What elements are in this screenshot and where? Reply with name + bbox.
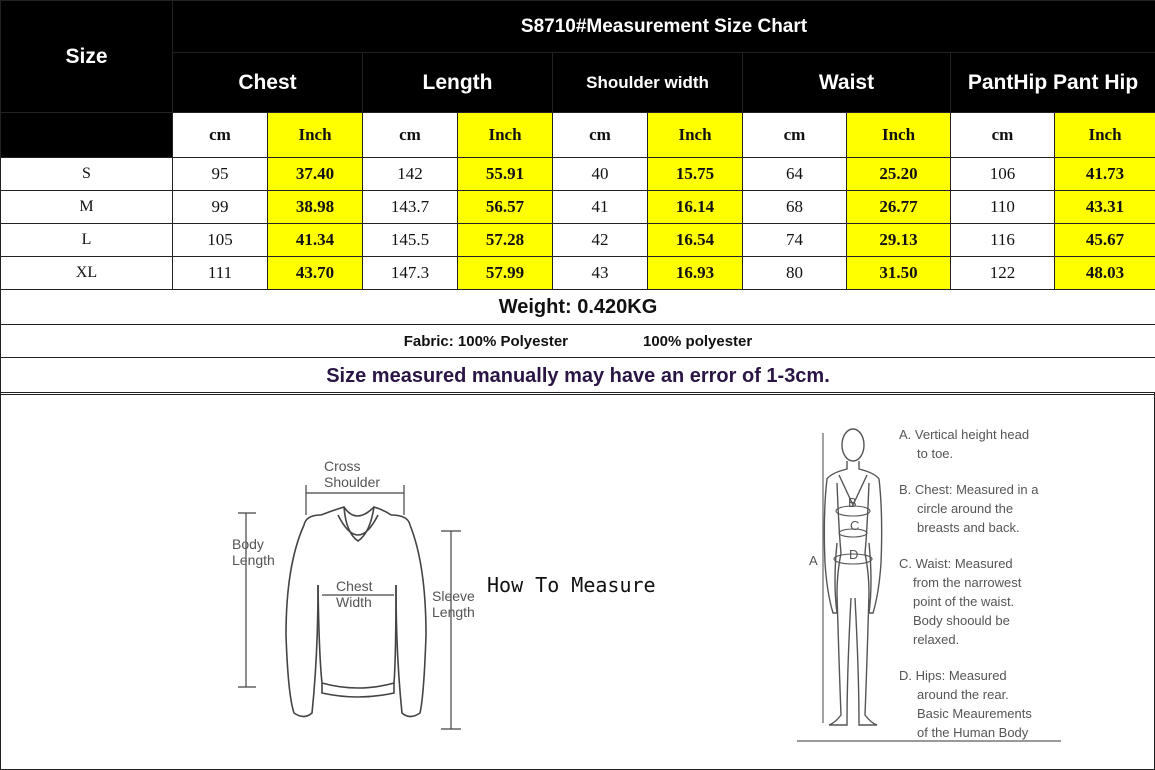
value-cell: 116: [951, 224, 1055, 257]
body-figure-diagram: [791, 423, 1136, 763]
value-cell: 57.28: [458, 224, 553, 257]
value-cell: 16.93: [648, 257, 743, 290]
size-cell: M: [1, 191, 173, 224]
unit-inch: Inch: [847, 113, 951, 158]
note-c-line-3: point of the waist.: [913, 594, 1015, 609]
value-cell: 74: [743, 224, 847, 257]
unit-inch: Inch: [1055, 113, 1155, 158]
note-a-line-2: to toe.: [917, 446, 954, 461]
unit-cm: cm: [951, 113, 1055, 158]
value-cell: 106: [951, 158, 1055, 191]
fabric-row: [1, 325, 1155, 358]
unit-inch: Inch: [648, 113, 743, 158]
note-c-line-2: from the narrowest: [913, 575, 1022, 590]
value-cell: 41.73: [1055, 158, 1155, 191]
value-cell: 147.3: [363, 257, 458, 290]
value-cell: 40: [553, 158, 648, 191]
value-cell: 16.14: [648, 191, 743, 224]
note-d-line-1: D. Hips: Measured: [899, 668, 1007, 683]
unit-inch: Inch: [268, 113, 363, 158]
table-row: [1, 158, 1155, 191]
value-cell: 25.20: [847, 158, 951, 191]
value-cell: 43: [553, 257, 648, 290]
value-cell: 55.91: [458, 158, 553, 191]
body-letter-d: D: [849, 547, 859, 562]
unit-cm: cm: [553, 113, 648, 158]
note-d-line-4: of the Human Body: [917, 725, 1029, 740]
cross-shoulder-label-2: Shoulder: [324, 474, 381, 490]
note-b-line-1: B. Chest: Measured in a: [899, 482, 1039, 497]
group-length: Length: [363, 53, 553, 113]
size-cell: S: [1, 158, 173, 191]
chest-width-label-1: Chest: [336, 578, 373, 594]
note-a-line-1: A. Vertical height head: [899, 427, 1030, 442]
note-c-line-1: C. Waist: Measured: [899, 556, 1013, 571]
value-cell: 111: [173, 257, 268, 290]
value-cell: 110: [951, 191, 1055, 224]
sleeve-length-label-1: Sleeve: [432, 588, 475, 604]
note-b-line-3: breasts and back.: [917, 520, 1020, 535]
fabric-text: Fabric: 100% Polyester: [403, 332, 568, 350]
chest-width-label-2: Width: [336, 594, 372, 610]
value-cell: 16.54: [648, 224, 743, 257]
value-cell: 105: [173, 224, 268, 257]
value-cell: 45.67: [1055, 224, 1155, 257]
value-cell: 37.40: [268, 158, 363, 191]
table-row: [1, 224, 1155, 257]
group-shoulder-width: Shoulder width: [553, 53, 743, 113]
fabric-text-2: 100% polyester: [643, 332, 753, 350]
note-row: Size measured manually may have an error of 1-3cm.: [1, 358, 1155, 395]
chart-title: S8710#Measurement Size Chart: [173, 1, 1155, 53]
value-cell: 80: [743, 257, 847, 290]
note-d-line-2: around the rear.: [917, 687, 1009, 702]
body-length-label-1: Body: [232, 536, 264, 552]
group-pant-hip: PantHip Pant Hip: [951, 53, 1155, 113]
value-cell: 43.31: [1055, 191, 1155, 224]
size-header-spacer: [1, 113, 173, 158]
value-cell: 142: [363, 158, 458, 191]
value-cell: 41: [553, 191, 648, 224]
sweater-diagram: [226, 455, 516, 755]
unit-cm: cm: [173, 113, 268, 158]
group-waist: Waist: [743, 53, 951, 113]
how-to-measure-panel: [0, 392, 1155, 770]
value-cell: 48.03: [1055, 257, 1155, 290]
note-c-line-5: relaxed.: [913, 632, 960, 647]
value-cell: 15.75: [648, 158, 743, 191]
size-cell: L: [1, 224, 173, 257]
value-cell: 43.70: [268, 257, 363, 290]
value-cell: 145.5: [363, 224, 458, 257]
value-cell: 143.7: [363, 191, 458, 224]
body-letter-b: B: [848, 495, 857, 510]
body-length-label-2: Length: [232, 552, 275, 568]
value-cell: 57.99: [458, 257, 553, 290]
value-cell: 99: [173, 191, 268, 224]
note-d-line-3: Basic Meaurements: [917, 706, 1032, 721]
body-letter-c: C: [850, 518, 860, 533]
unit-cm: cm: [363, 113, 458, 158]
value-cell: 31.50: [847, 257, 951, 290]
note-b-line-2: circle around the: [917, 501, 1014, 516]
value-cell: 41.34: [268, 224, 363, 257]
value-cell: 64: [743, 158, 847, 191]
unit-inch: Inch: [458, 113, 553, 158]
group-chest: Chest: [173, 53, 363, 113]
sleeve-length-label-2: Length: [432, 604, 475, 620]
value-cell: 38.98: [268, 191, 363, 224]
how-to-measure-label: How To Measure: [487, 573, 656, 597]
value-cell: 29.13: [847, 224, 951, 257]
value-cell: 122: [951, 257, 1055, 290]
unit-cm: cm: [743, 113, 847, 158]
size-cell: XL: [1, 257, 173, 290]
cross-shoulder-label-1: Cross: [324, 458, 361, 474]
body-letter-a: A: [809, 553, 818, 568]
table-row: [1, 257, 1155, 290]
weight-row: Weight: 0.420KG: [1, 290, 1155, 325]
table-row: [1, 191, 1155, 224]
value-cell: 56.57: [458, 191, 553, 224]
value-cell: 68: [743, 191, 847, 224]
note-c-line-4: Body shoould be: [913, 613, 1010, 628]
value-cell: 95: [173, 158, 268, 191]
value-cell: 26.77: [847, 191, 951, 224]
size-header: Size: [1, 1, 173, 113]
value-cell: 42: [553, 224, 648, 257]
